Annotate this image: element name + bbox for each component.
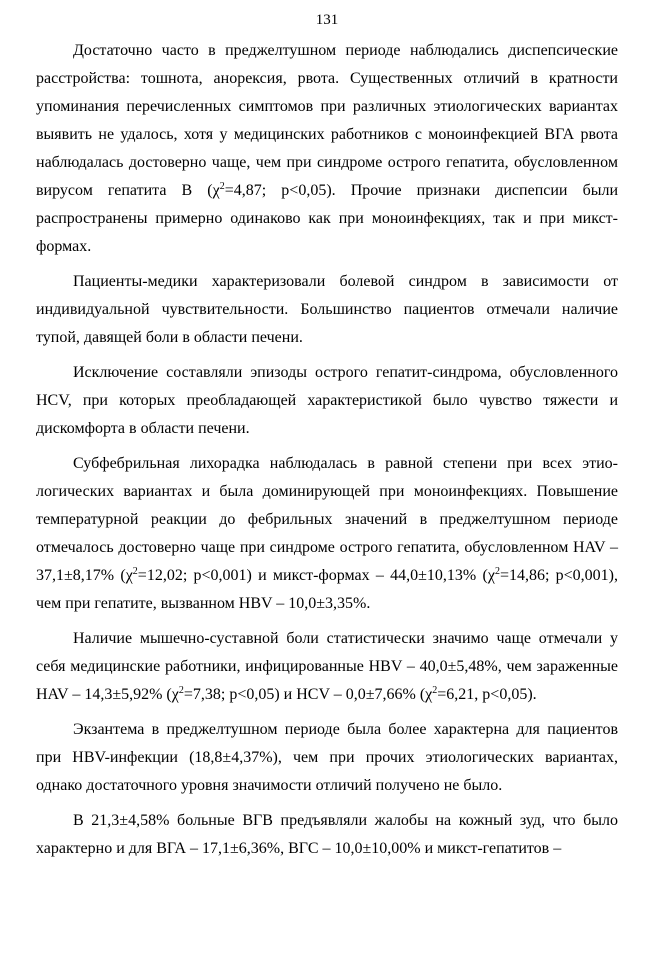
body-text <box>36 37 618 870</box>
page-number: 131 <box>315 12 339 28</box>
paragraph-myalgia: Наличие мышечно-суставной боли статистически значимо чаще отмечали у себя медицинские работники, инфицированные HBV – 40,0±5,48%, чем зараженные HAV – 14,3±5,92% ($\chi^2=7,38$; p<0,05) и HCV – 0,0±7,66% ($\chi^2=6,21$, p<0,05). <box>36 630 618 703</box>
paragraph-fever: Субфебрильная лихорадка наблюдалась в равной степени при всех этиологических вариантах и была доминирующей при моноинфекциях. Повышение температурной реакции до фебрильных значений в преджелтушном периоде отмечалось достоверно чаще при синдроме острого гепатита, обусловленном HAV – 37,1±8,17% ($\chi^2=12,02$; p<0,001) и микст-формах – 44,0±10,13% ($\chi^2=14,86$; p<0,001), чем при гепатите, вызванном HBV – 10,0±3,35%. <box>36 455 619 612</box>
paragraph-dyspepsia: Достаточно часто в преджелтушном периоде наблюдались диспепсические расстройства: тошнота, анорексия, рвота. Существенных отличий в кратности упоминания перечисленных симптомов при различных этиологических вариантах выявить не удалось, хотя у медицинских работников с моноинфекцией ВГА рвота наблюдалась достоверно чаще, чем при синдроме острого гепатита, обусловленном вирусом гепатита В ($\chi^2=4,87$; р<0,05). Прочие признаки диспепсии были распространены примерно одинаково как при моноинфекциях, так и при микст-формах. <box>36 42 619 255</box>
paragraph-itching: В 21,3±4,58% больные ВГВ предъявляли жалобы на кожный зуд, что было характерно и для ВГА – 17,1±6,36%, ВГС – 10,0±10,00% и микст-гепатитов – <box>36 812 618 857</box>
paragraph-hcv-exception: Исключение составляли эпизоды острого гепатит-синдрома, обусловленного HCV, при которых преобладающей характеристикой было чувство тяжести и дискомфорта в области печени. <box>36 364 618 437</box>
paragraph-pain-syndrome: Пациенты-медики характеризовали болевой синдром в зависимости от индивидуальной чувствительности. Большинство пациентов отмечали наличие тупой, давящей боли в области печени. <box>36 273 618 346</box>
paragraph-exanthema: Экзантема в преджелтушном периоде была более характерна для пациентов при HBV-инфекции (18,8±4,37%), чем при прочих этиологических вариантах, однако достаточного уровня значимости отличий получено не было. <box>36 721 618 794</box>
